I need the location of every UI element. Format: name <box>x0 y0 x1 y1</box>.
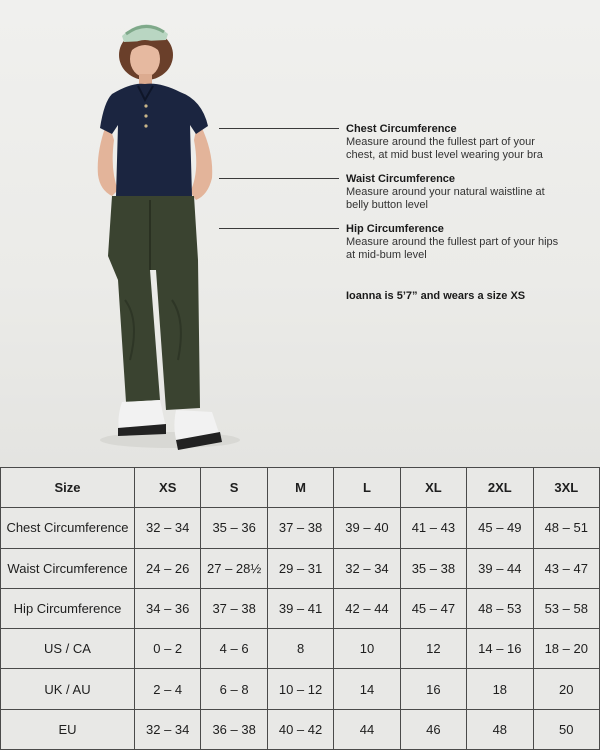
waist-callout-desc-2: belly button level <box>346 199 428 211</box>
table-cell: 24 – 26 <box>135 548 201 588</box>
chest-callout-desc-2: chest, at mid bust level wearing your bra <box>346 149 543 161</box>
row-label: EU <box>1 709 135 749</box>
header-cell-l: L <box>334 468 400 508</box>
table-cell: 36 – 38 <box>201 709 267 749</box>
row-label: US / CA <box>1 629 135 669</box>
waist-callout <box>346 173 576 212</box>
chest-callout <box>346 123 576 162</box>
table-cell: 0 – 2 <box>135 629 201 669</box>
table-cell: 37 – 38 <box>267 508 333 548</box>
table-cell: 32 – 34 <box>334 548 400 588</box>
hip-leader-line <box>219 228 339 229</box>
header-cell-m: M <box>267 468 333 508</box>
table-cell: 35 – 36 <box>201 508 267 548</box>
waist-callout-desc-1: Measure around your natural waistline at <box>346 186 545 198</box>
table-cell: 48 <box>467 709 533 749</box>
table-cell: 18 <box>467 669 533 709</box>
header-cell-3xl: 3XL <box>533 468 599 508</box>
header-cell-s: S <box>201 468 267 508</box>
hip-callout <box>346 223 576 262</box>
row-label: Waist Circumference <box>1 548 135 588</box>
table-cell: 14 – 16 <box>467 629 533 669</box>
table-cell: 35 – 38 <box>400 548 466 588</box>
table-row-waist <box>1 548 600 588</box>
chest-leader-line <box>219 128 339 129</box>
row-label: Hip Circumference <box>1 588 135 628</box>
table-cell: 10 – 12 <box>267 669 333 709</box>
table-cell: 8 <box>267 629 333 669</box>
header-cell-size: Size <box>1 468 135 508</box>
hip-callout-title: Hip Circumference <box>346 223 444 235</box>
waist-leader-line <box>219 178 339 179</box>
table-cell: 46 <box>400 709 466 749</box>
table-cell: 10 <box>334 629 400 669</box>
chest-callout-desc-1: Measure around the fullest part of your <box>346 136 535 148</box>
table-cell: 29 – 31 <box>267 548 333 588</box>
header-cell-2xl: 2XL <box>467 468 533 508</box>
waist-callout-title: Waist Circumference <box>346 173 456 185</box>
table-row-hip <box>1 588 600 628</box>
table-row-uk-au <box>1 669 600 709</box>
table-header-row <box>1 468 600 508</box>
table-cell: 2 – 4 <box>135 669 201 709</box>
table-cell: 45 – 49 <box>467 508 533 548</box>
table-row-us-ca <box>1 629 600 669</box>
table-cell: 48 – 53 <box>467 588 533 628</box>
size-chart-table <box>0 467 600 750</box>
table-cell: 20 <box>533 669 599 709</box>
table-cell: 39 – 40 <box>334 508 400 548</box>
table-cell: 32 – 34 <box>135 709 201 749</box>
table-cell: 12 <box>400 629 466 669</box>
table-cell: 39 – 44 <box>467 548 533 588</box>
table-cell: 41 – 43 <box>400 508 466 548</box>
row-label: Chest Circumference <box>1 508 135 548</box>
table-cell: 50 <box>533 709 599 749</box>
table-cell: 4 – 6 <box>201 629 267 669</box>
table-cell: 18 – 20 <box>533 629 599 669</box>
table-cell: 44 <box>334 709 400 749</box>
table-row-chest <box>1 508 600 548</box>
header-cell-xl: XL <box>400 468 466 508</box>
hip-callout-desc-2: at mid-bum level <box>346 249 427 261</box>
model-size-note: Ioanna is 5’7” and wears a size XS <box>346 290 526 302</box>
table-cell: 48 – 51 <box>533 508 599 548</box>
table-cell: 53 – 58 <box>533 588 599 628</box>
table-cell: 39 – 41 <box>267 588 333 628</box>
table-cell: 42 – 44 <box>334 588 400 628</box>
table-cell: 34 – 36 <box>135 588 201 628</box>
table-cell: 14 <box>334 669 400 709</box>
table-cell: 27 – 28½ <box>201 548 267 588</box>
table-cell: 6 – 8 <box>201 669 267 709</box>
hip-callout-desc-1: Measure around the fullest part of your hips <box>346 236 559 248</box>
table-cell: 16 <box>400 669 466 709</box>
table-cell: 43 – 47 <box>533 548 599 588</box>
header-cell-xs: XS <box>135 468 201 508</box>
table-cell: 45 – 47 <box>400 588 466 628</box>
table-cell: 40 – 42 <box>267 709 333 749</box>
chest-callout-title: Chest Circumference <box>346 123 457 135</box>
table-cell: 37 – 38 <box>201 588 267 628</box>
table-row-eu <box>1 709 600 749</box>
table-cell: 32 – 34 <box>135 508 201 548</box>
row-label: UK / AU <box>1 669 135 709</box>
